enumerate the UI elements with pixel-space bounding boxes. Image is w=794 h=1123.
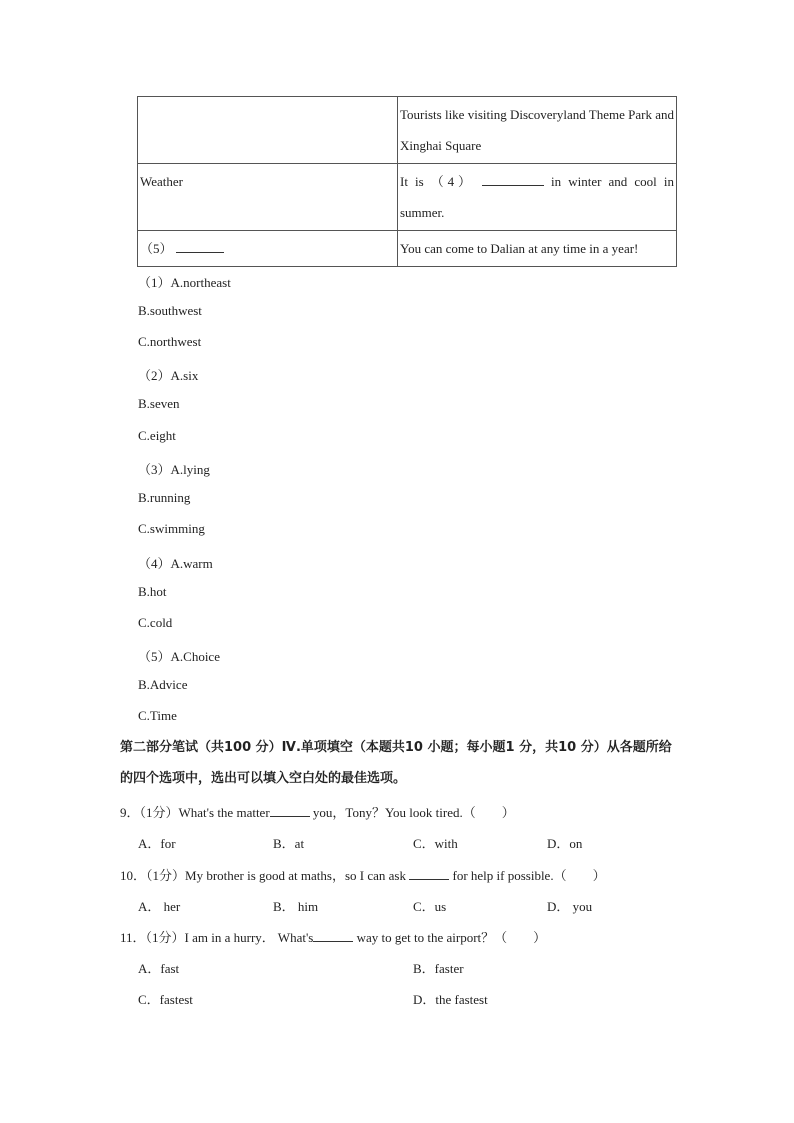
- choice-number: （3）: [138, 462, 171, 477]
- choice-option-a: A.warm: [170, 556, 213, 571]
- choice-2-a: [138, 365, 198, 384]
- question-number: 10．（1分）: [120, 868, 186, 883]
- choice-2-b: B.seven: [138, 396, 180, 411]
- question-blank[interactable]: [313, 929, 353, 942]
- choice-4-b: B.hot: [138, 584, 167, 599]
- question-text: My brother is good at maths，so I can ask: [185, 868, 410, 883]
- choice-option-a: A.northeast: [170, 275, 231, 290]
- choice-5-b: B.Advice: [138, 677, 188, 692]
- question-text: you，Tony？You look tired.（ ）: [309, 805, 515, 820]
- choice-number: （5）: [138, 649, 171, 664]
- choice-number: （2）: [138, 368, 171, 383]
- table-row: [138, 97, 677, 164]
- option-b[interactable]: B．at: [273, 836, 305, 851]
- choice-3-b: B.running: [138, 490, 191, 505]
- choice-option-a: A.Choice: [170, 649, 220, 664]
- question-11: [120, 927, 546, 946]
- blank-5-label: （5）: [140, 241, 173, 256]
- question-blank[interactable]: [409, 867, 449, 880]
- option-a[interactable]: A． her: [138, 899, 181, 914]
- choice-option-a: A.lying: [170, 462, 210, 477]
- table-cell-left: [138, 97, 398, 164]
- option-d[interactable]: D．on: [547, 836, 583, 851]
- option-c[interactable]: C．with: [413, 836, 458, 851]
- choice-1-a: [138, 272, 231, 291]
- question-number: 11．（1分）: [120, 930, 185, 945]
- answer-blank-4[interactable]: [482, 184, 544, 186]
- question-10: [120, 865, 606, 884]
- choice-2-c: C.eight: [138, 428, 176, 443]
- info-table: [137, 96, 677, 267]
- choice-4-a: [138, 553, 213, 572]
- option-b[interactable]: B． him: [273, 899, 319, 914]
- question-text: I am in a hurry． What's: [184, 930, 314, 945]
- option-d[interactable]: D． you: [547, 899, 593, 914]
- choice-number: （4）: [138, 556, 171, 571]
- choice-1-b: B.southwest: [138, 303, 202, 318]
- option-d[interactable]: D．the fastest: [413, 992, 488, 1007]
- table-cell-weather: Weather: [138, 164, 398, 231]
- choice-number: （1）: [138, 275, 171, 290]
- table-row: [138, 164, 677, 231]
- weather-text-pre: It is （4）: [400, 174, 475, 189]
- section-heading: 第二部分笔试（共100 分）Ⅳ.单项填空（本题共10 小题；每小题1 分，共10 分）从各题所给的四个选项中，选出可以填入空白处的最佳选项。: [120, 740, 672, 786]
- answer-blank-5[interactable]: [176, 251, 224, 253]
- question-text: way to get to the airport？（ ）: [353, 930, 547, 945]
- question-text: for help if possible.（ ）: [449, 868, 606, 883]
- option-c[interactable]: C．us: [413, 899, 447, 914]
- question-number: 9．（1分）: [120, 805, 179, 820]
- option-b[interactable]: B．faster: [413, 961, 464, 976]
- choice-option-a: A.six: [170, 368, 199, 383]
- table-row: [138, 231, 677, 267]
- option-a[interactable]: A．for: [138, 836, 176, 851]
- table-cell-weather-desc: [398, 164, 677, 231]
- table-cell-right: You can come to Dalian at any time in a year!: [398, 231, 677, 267]
- option-a[interactable]: A．fast: [138, 961, 180, 976]
- choice-5-a: [138, 646, 220, 665]
- choice-1-c: C.northwest: [138, 334, 202, 349]
- question-text: What's the matter: [178, 805, 270, 820]
- choice-4-c: C.cold: [138, 615, 173, 630]
- option-c[interactable]: C．fastest: [138, 992, 193, 1007]
- question-9: [120, 802, 515, 821]
- weather-text-post: in winter and cool in summer.: [400, 174, 674, 220]
- choice-5-c: C.Time: [138, 708, 177, 723]
- question-blank[interactable]: [270, 804, 310, 817]
- choice-3-c: C.swimming: [138, 521, 205, 536]
- table-cell-right: Tourists like visiting Discoveryland Theme Park and Xinghai Square: [398, 97, 677, 164]
- choice-3-a: [138, 459, 210, 478]
- table-cell-blank-5: [138, 231, 398, 267]
